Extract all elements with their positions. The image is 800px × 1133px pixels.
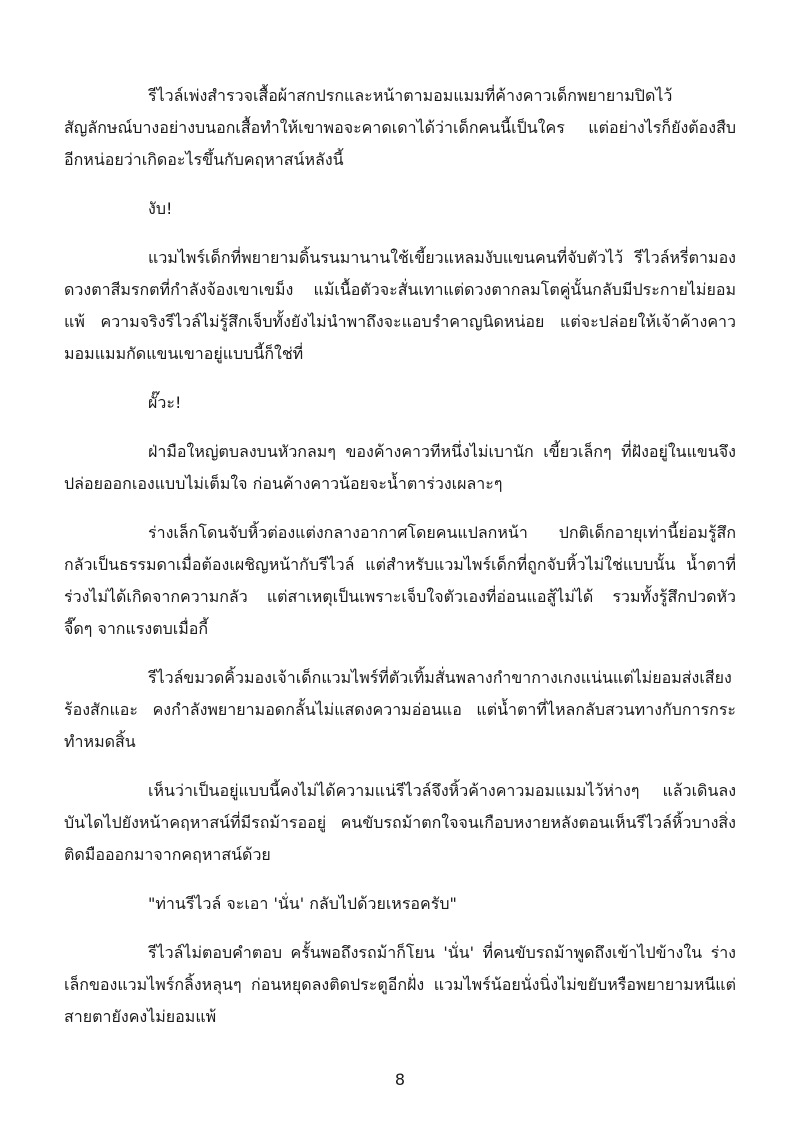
paragraph: แวมไพร์เด็กที่พยายามดิ้นรนมานานใช้เขี้ยวแหลมงับแขนคนที่จับตัวไว้ รีไวล์หรี่ตามองดวงตาสีมรกตที่กำลังจ้องเขาเขม็ง แม้เนื้อตัวจะสั่นเทาแต่ดวงตากลมโตคู่นั้นกลับมีประกายไม่ยอมแพ้ ความจริงรีไวล์ไม่รู้สึกเจ็บทั้งยังไม่นำพาถึงจะแอบรำคาญนิดหน่อย แต่จะปล่อยให้เจ้าค้างคาวมอมแมมกัดแขนเขาอยู่แบบนี้ก็ใช่ที่ (64, 248, 736, 363)
paragraph: "ท่านรีไวล์ จะเอา 'นั่น' กลับไปด้วยเหรอครับ" (148, 894, 457, 913)
paragraph: ผั๊วะ! (148, 393, 182, 412)
paragraph: รีไวล์ไม่ตอบคำตอบ ครั้นพอถึงรถม้าก็โยน 'นั่น' ที่คนขับรถม้าพูดถึงเข้าไปข้างใน ร่างเล็กของแวมไพร์กลิ้งหลุนๆ ก่อนหยุดลงติดประตูอีกฝั่ง แวมไพร์น้อยนั่งนิ่งไม่ขยับหรือพยายามหนีแต่สายตายังคงไม่ยอมแพ้ (64, 943, 736, 1026)
paragraph: เห็นว่าเป็นอยู่แบบนี้คงไม่ได้ความแน่รีไวล์จึงหิ้วค้างคาวมอมแมมไว้ห่างๆ แล้วเดินลงบันไดไปยังหน้าคฤหาสน์ที่มีรถม้ารออยู่ คนขับรถม้าตกใจจนเกือบหงายหลังตอนเห็นรีไวล์หิ้วบางสิ่งติดมือออกมาจากคฤหาสน์ด้วย (64, 781, 736, 864)
page-number: 8 (394, 1070, 406, 1089)
paragraph: รีไวล์เพ่งสำรวจเสื้อผ้าสกปรกและหน้าตามอมแมมที่ค้างคาวเด็กพยายามปิดไว้ สัญลักษณ์บางอย่างบนอกเสื้อทำให้เขาพอจะคาดเดาได้ว่าเด็กคนนี้เป็นใคร แต่อย่างไรก็ยังต้องสืบอีกหน่อยว่าเกิดอะไรขึ้นกับคฤหาสน์หลังนี้ (64, 86, 736, 169)
paragraph: ร่างเล็กโดนจับหิ้วต่องแต่งกลางอากาศโดยคนแปลกหน้า ปกติเด็กอายุเท่านี้ย่อมรู้สึกกลัวเป็นธรรมดาเมื่อต้องเผชิญหน้ากับรีไวล์ แต่สำหรับแวมไพร์เด็กที่ถูกจับหิ้วไม่ใช่แบบนั้น น้ำตาที่ร่วงไม่ได้เกิดจากความกลัว แต่สาเหตุเป็นเพราะเจ็บใจตัวเองที่อ่อนแอสู้ไม่ได้ รวมทั้งรู้สึกปวดหัวจี๊ดๆ จากแรงตบเมื่อกี้ (64, 523, 736, 638)
paragraph: รีไวล์ขมวดคิ้วมองเจ้าเด็กแวมไพร์ที่ตัวเทิ้มสั่นพลางกำขากางเกงแน่นแต่ไม่ยอมส่งเสียงร้องสักแอะ คงกำลังพยายามอดกลั้นไม่แสดงความอ่อนแอ แต่น้ำตาที่ไหลกลับสวนทางกับการกระทำหมดสิ้น (64, 668, 736, 751)
paragraph: ฝ่ามือใหญ่ตบลงบนหัวกลมๆ ของค้างคาวทีหนึ่งไม่เบานัก เขี้ยวเล็กๆ ที่ฝังอยู่ในแขนจึงปล่อยออกเองแบบไม่เต็มใจ ก่อนค้างคาวน้อยจะน้ำตาร่วงเผลาะๆ (64, 442, 736, 493)
paragraph: งับ! (148, 199, 173, 218)
body-text (64, 80, 736, 1050)
